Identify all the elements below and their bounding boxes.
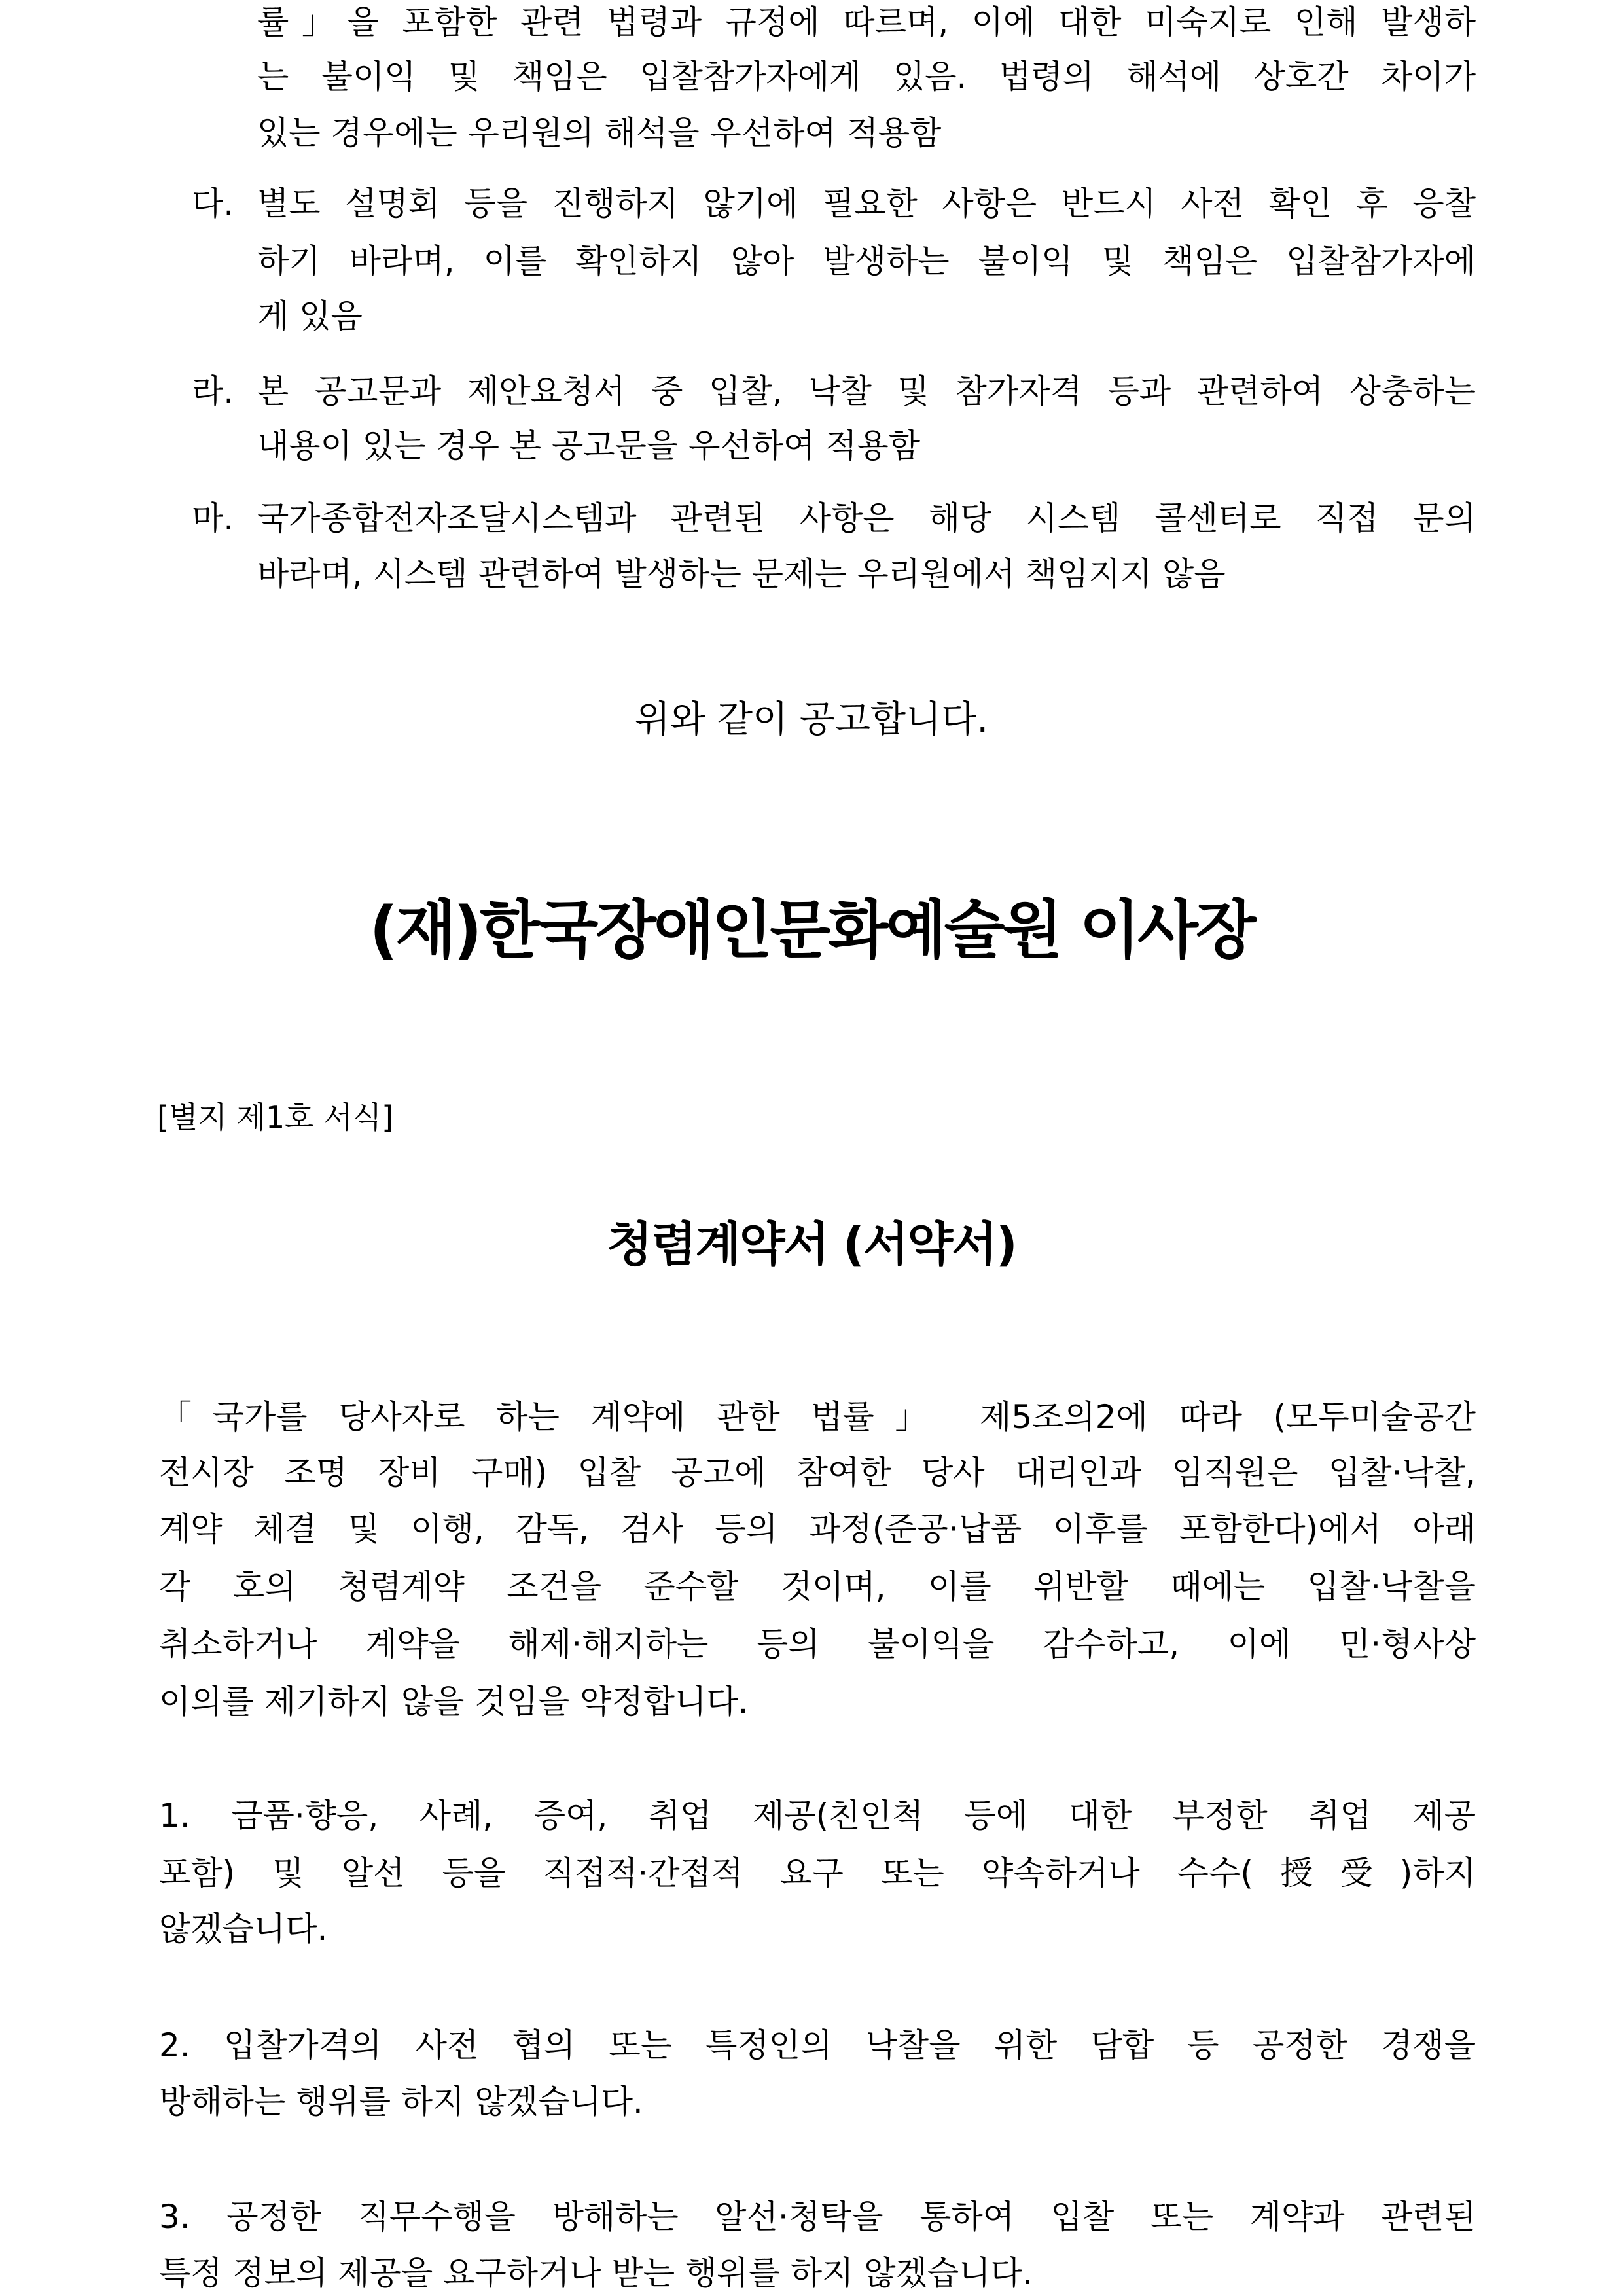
- closing-statement: 위와 같이 공고합니다.: [634, 698, 989, 741]
- text-line: 방해하는 행위를 하지 않겠습니다.: [159, 2083, 643, 2121]
- text-line: 「국가를 당사자로 하는 계약에 관한 법률」 제5조의2에 따라 (모두미술공간: [159, 1398, 1476, 1436]
- text-line: 각 호의 청렴계약 조건을 준수할 것이며, 이를 위반할 때에는 입찰·낙찰을: [159, 1568, 1476, 1605]
- annex-label: [별지 제1호 서식]: [157, 1100, 394, 1135]
- text-line: 있는 경우에는 우리원의 해석을 우선하여 적용함: [257, 114, 942, 152]
- text-line: 국가종합전자조달시스템과 관련된 사항은 해당 시스템 콜센터로 직접 문의: [257, 499, 1476, 537]
- text-line: 3. 공정한 직무수행을 방해하는 알선·청탁을 통하여 입찰 또는 계약과 관련된: [159, 2198, 1476, 2236]
- item-label: 마.: [192, 499, 234, 537]
- text-line: 내용이 있는 경우 본 공고문을 우선하여 적용함: [257, 427, 921, 465]
- text-line: 별도 설명회 등을 진행하지 않기에 필요한 사항은 반드시 사전 확인 후 응찰: [257, 185, 1476, 223]
- item-label: 다.: [192, 185, 234, 223]
- text-line: 바라며, 시스템 관련하여 발생하는 문제는 우리원에서 책임지지 않음: [257, 555, 1226, 593]
- text-line: 하기 바라며, 이를 확인하지 않아 발생하는 불이익 및 책임은 입찰참가자에: [257, 242, 1476, 280]
- text-line: 계약 체결 및 이행, 감독, 검사 등의 과정(준공·납품 이후를 포함한다)에서 아래: [159, 1510, 1476, 1548]
- pledge-title: 청렴계약서 (서약서): [607, 1217, 1016, 1272]
- text-line: 이의를 제기하지 않을 것임을 약정합니다.: [159, 1683, 749, 1721]
- text-line: 포함) 및 알선 등을 직접적·간접적 요구 또는 약속하거나 수수(授受)하지: [159, 1854, 1476, 1892]
- text-line: 전시장 조명 장비 구매) 입찰 공고에 참여한 당사 대리인과 임직원은 입찰·낙찰,: [159, 1454, 1476, 1492]
- text-line: 률」을 포함한 관련 법령과 규정에 따르며, 이에 대한 미숙지로 인해 발생하: [257, 3, 1476, 41]
- text-line: 1. 금품·향응, 사례, 증여, 취업 제공(친인척 등에 대한 부정한 취업 제공: [159, 1797, 1476, 1835]
- text-line: 본 공고문과 제안요청서 중 입찰, 낙찰 및 참가자격 등과 관련하여 상충하는: [257, 372, 1476, 410]
- text-line: 2. 입찰가격의 사전 협의 또는 특정인의 낙찰을 위한 담합 등 공정한 경쟁을: [159, 2026, 1476, 2064]
- text-line: 는 불이익 및 책임은 입찰참가자에게 있음. 법령의 해석에 상호간 차이가: [257, 58, 1476, 96]
- text-line: 취소하거나 계약을 해제·해지하는 등의 불이익을 감수하고, 이에 민·형사상: [159, 1625, 1476, 1663]
- text-line: 게 있음: [257, 297, 363, 335]
- text-line: 않겠습니다.: [159, 1910, 328, 1948]
- signature-title: (재)한국장애인문화예술원 이사장: [369, 893, 1254, 967]
- item-label: 라.: [192, 372, 234, 410]
- text-line: 특정 정보의 제공을 요구하거나 받는 행위를 하지 않겠습니다.: [159, 2254, 1033, 2292]
